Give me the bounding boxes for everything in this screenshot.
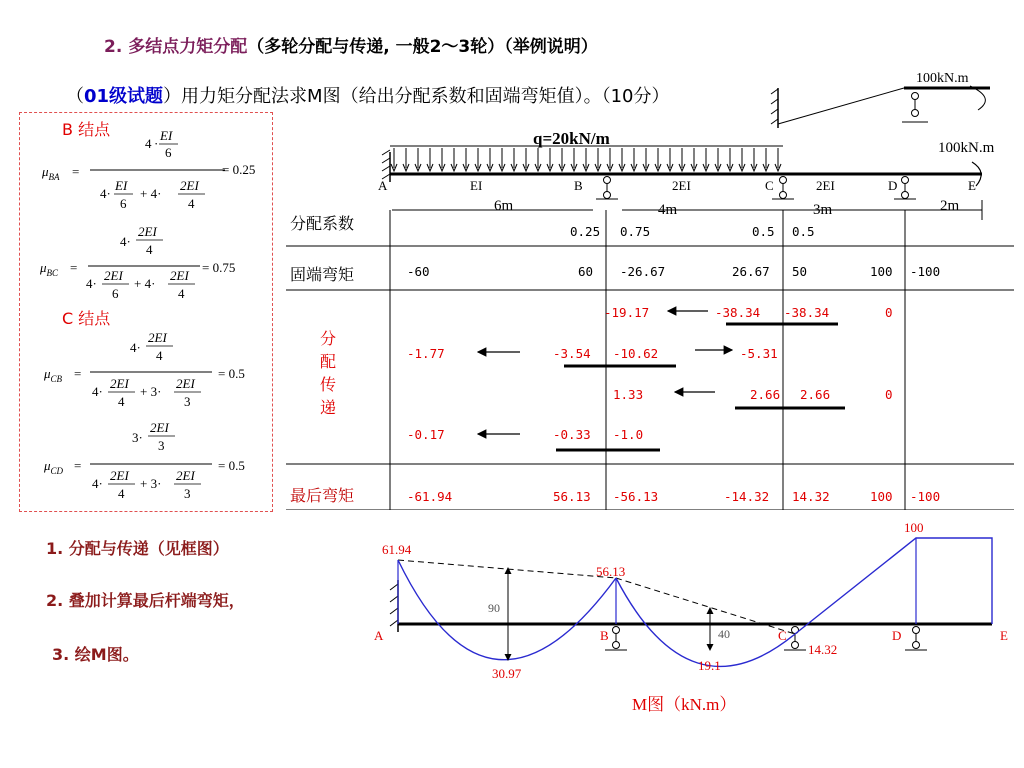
mu-cb-den-2ei-b: 2EI (176, 376, 195, 391)
r1-dc: 0 (885, 305, 893, 320)
m-val-ab-height: 90 (488, 601, 500, 615)
row-dist-carry-1: 分 (320, 329, 337, 348)
formula-svg (20, 112, 272, 510)
moment-top-label: 100kN.m (916, 71, 969, 86)
mu-cd-num-den: 3 (158, 438, 165, 453)
mu-bc-den-plus: + 4· (134, 276, 156, 291)
r2-cb: -5.31 (740, 346, 778, 361)
fm-ba: 60 (578, 264, 594, 279)
mu-bc-num-4: 4· (120, 234, 131, 249)
row-dist-carry-2: 配 (320, 352, 337, 371)
row-dist-carry-3: 传 (320, 375, 337, 394)
node-a: A (378, 178, 388, 193)
fm-cd: 50 (792, 264, 808, 279)
mu-ba-symbol: $\mu_{BA}$ (42, 164, 60, 182)
row-final: 最后弯矩 (290, 486, 355, 505)
mu-cb-symbol: $\mu_{CB}$ (44, 366, 63, 384)
final-cd: 14.32 (792, 489, 830, 504)
carry-arrows (440, 300, 880, 460)
r2-ab: -1.77 (407, 346, 445, 361)
df-bc: 0.75 (620, 224, 651, 239)
mu-cb-num-den: 4 (156, 348, 163, 363)
mu-ba-result: = 0.25 (222, 162, 256, 177)
mu-bc-eq: = (70, 260, 78, 275)
r1-bc: -19.17 (604, 305, 650, 320)
node-e: E (968, 178, 976, 193)
moment-side-label: 100kN.m (938, 140, 995, 156)
m-val-b: 56.13 (596, 564, 626, 579)
m-node-b: B (600, 628, 609, 643)
r3-cb: 2.66 (750, 387, 781, 402)
problem-text: ）用力矩分配法求M图（给出分配系数和固端弯矩值）。（10分） (163, 86, 670, 107)
cantilever-sketch (770, 66, 1024, 146)
section-title (104, 32, 598, 57)
m-diagram-title: M图（kN.m） (632, 695, 737, 714)
mu-ba-den-4: 4 (188, 196, 195, 211)
span-bc: 4m (658, 202, 678, 218)
fm-dc: 100 (870, 264, 893, 279)
mu-bc-den-4: 4 (178, 286, 185, 301)
mu-cd-den-4a: 4· (92, 476, 103, 491)
mu-ba-num-dot: · (154, 136, 159, 151)
mu-bc-num-den: 4 (146, 242, 153, 257)
node-c-title: C 结点 (62, 309, 111, 328)
node-b: B (574, 178, 583, 193)
stiffness-ab: EI (470, 178, 483, 193)
df-ba: 0.25 (570, 224, 601, 239)
mu-cb-den-2ei-a: 2EI (110, 376, 129, 391)
problem-open: （ (66, 86, 84, 107)
m-val-mid-bc: 19.1 (698, 658, 721, 673)
r3-dc: 0 (885, 387, 893, 402)
m-node-e: E (1000, 628, 1008, 643)
mu-cd-result: = 0.5 (218, 458, 245, 473)
row-dist-carry-4: 递 (320, 398, 337, 417)
step-1: 1. 分配与传递（见框图） (46, 539, 229, 558)
m-val-c: 14.32 (808, 642, 838, 657)
final-dc: 100 (870, 489, 893, 504)
mu-cd-eq: = (74, 458, 82, 473)
node-d: D (888, 178, 898, 193)
node-c: C (765, 178, 774, 193)
mu-cd-den-2ei-a: 2EI (110, 468, 129, 483)
mu-bc-den-2ei-a: 2EI (104, 268, 123, 283)
mu-cd-den-4: 4 (118, 486, 125, 501)
fm-cb: 26.67 (732, 264, 770, 279)
mu-cd-num-2ei: 2EI (150, 420, 169, 435)
mu-ba-eq: = (72, 164, 80, 179)
load-label: q=20kN/m (533, 129, 610, 148)
stiffness-cd: 2EI (816, 178, 835, 193)
mu-cb-den-plus: + 3· (140, 384, 162, 399)
row-fixed-moment: 固端弯矩 (290, 265, 355, 284)
mu-ba-num-4: 4 (145, 136, 152, 151)
r1-cd: -38.34 (784, 305, 830, 320)
step-2: 2. 叠加计算最后杆端弯矩， (46, 591, 245, 610)
title-main: 多结点力矩分配 (128, 37, 248, 57)
mu-bc-den-2ei-b: 2EI (170, 268, 189, 283)
fm-bc: -26.67 (620, 264, 666, 279)
m-diagram (370, 520, 1024, 720)
problem-tag: 01级试题 (84, 86, 164, 107)
mu-cb-den-4: 4 (118, 394, 125, 409)
fm-de: -100 (910, 264, 941, 279)
r2-ba: -3.54 (553, 346, 591, 361)
r3-cd: 2.66 (800, 387, 831, 402)
span-ab: 6m (494, 198, 514, 214)
mu-bc-symbol: $\mu_{BC}$ (40, 260, 59, 278)
mu-ba-den-6: 6 (120, 196, 127, 211)
df-cd: 0.5 (792, 224, 815, 239)
r4-ab: -0.17 (407, 427, 445, 442)
final-bc: -56.13 (613, 489, 659, 504)
m-val-a: 61.94 (382, 542, 412, 557)
mu-ba-den-plus: + 4· (140, 186, 162, 201)
final-ab: -61.94 (407, 489, 453, 504)
node-b-title: B 结点 (62, 120, 111, 139)
mu-cd-num-3: 3· (132, 430, 143, 445)
mu-ba-den-4a: 4· (100, 186, 111, 201)
r4-bc: -1.0 (613, 427, 644, 442)
mu-cb-den-3: 3 (184, 394, 191, 409)
mu-ba-den-ei: EI (115, 178, 128, 193)
mu-bc-result: = 0.75 (202, 260, 236, 275)
mu-bc-den-6: 6 (112, 286, 119, 301)
m-node-a: A (374, 628, 384, 643)
mu-cd-den-plus: + 3· (140, 476, 162, 491)
m-val-mid-ab: 30.97 (492, 666, 522, 681)
title-prefix: 2. (104, 37, 123, 57)
mu-cb-eq: = (74, 366, 82, 381)
mu-bc-den-4a: 4· (86, 276, 97, 291)
mu-cd-den-3: 3 (184, 486, 191, 501)
m-val-d: 100 (904, 520, 924, 535)
span-cd: 3m (813, 202, 833, 218)
mu-bc-num-2ei: 2EI (138, 224, 157, 239)
title-paren: （多轮分配与传递, 一般2～3轮）（举例说明） (247, 37, 598, 57)
r3-bc: 1.33 (613, 387, 644, 402)
final-cb: -14.32 (724, 489, 770, 504)
mu-cb-den-4a: 4· (92, 384, 103, 399)
fm-ab: -60 (407, 264, 430, 279)
r4-ba: -0.33 (553, 427, 591, 442)
span-de: 2m (940, 198, 960, 214)
mu-cb-num-4: 4· (130, 340, 141, 355)
m-val-bc-height: 40 (718, 627, 730, 641)
mu-cd-den-2ei-b: 2EI (176, 468, 195, 483)
df-cb: 0.5 (752, 224, 775, 239)
final-ba: 56.13 (553, 489, 591, 504)
m-node-c: C (778, 628, 787, 643)
m-node-d: D (892, 628, 902, 643)
mu-ba-num-ei: EI (160, 128, 173, 143)
r2-bc: -10.62 (613, 346, 659, 361)
final-de: -100 (910, 489, 941, 504)
stiffness-bc: 2EI (672, 178, 691, 193)
r1-cb: -38.34 (715, 305, 761, 320)
mu-ba-den-2ei: 2EI (180, 178, 199, 193)
mu-cb-result: = 0.5 (218, 366, 245, 381)
step-3: 3. 绘M图。 (52, 645, 139, 664)
mu-cd-symbol: $\mu_{CD}$ (44, 458, 64, 476)
row-dist-factor: 分配系数 (290, 214, 355, 233)
mu-ba-num-6: 6 (165, 145, 172, 160)
mu-cb-num-2ei: 2EI (148, 330, 167, 345)
